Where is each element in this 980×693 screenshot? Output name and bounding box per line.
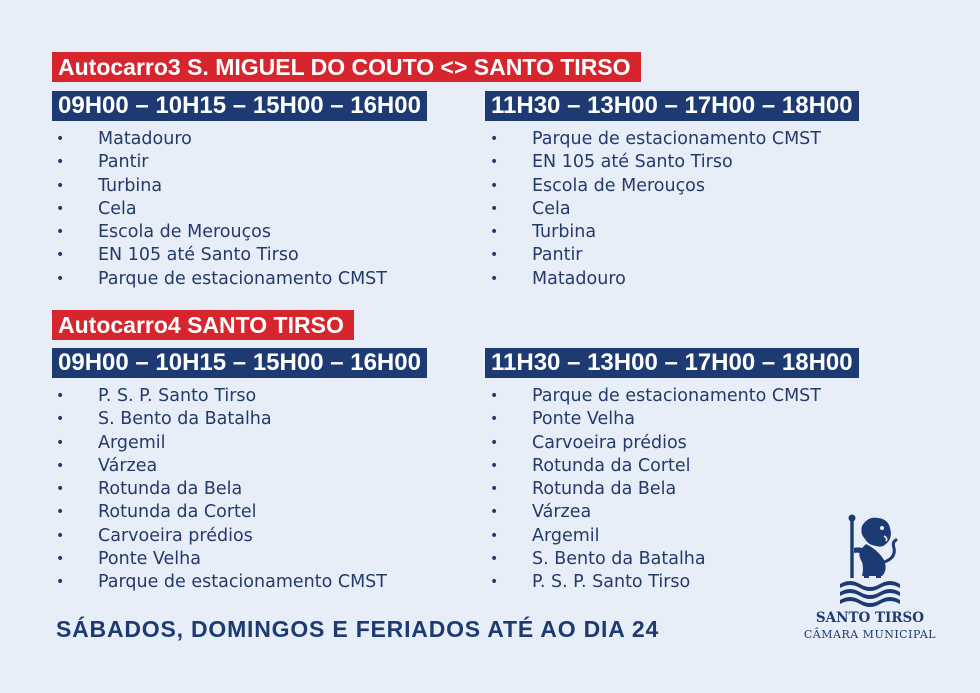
stop-item: • Escola de Merouços: [56, 221, 387, 244]
stop-item: • Rotunda da Cortel: [490, 455, 821, 478]
route4-morning-times: 09H00 – 10H15 – 15H00 – 16H00: [52, 348, 427, 378]
route4-morning-stops: [56, 385, 387, 595]
stop-item: • Carvoeira prédios: [490, 432, 821, 455]
stop-item: • Cela: [490, 198, 821, 221]
stop-item: • Ponte Velha: [56, 548, 387, 571]
route4-title: Autocarro4 SANTO TIRSO: [52, 310, 354, 340]
stop-item: • Pantir: [56, 151, 387, 174]
stop-item: • EN 105 até Santo Tirso: [56, 244, 387, 267]
stop-item: • Argemil: [490, 525, 821, 548]
stop-item: • Pantir: [490, 244, 821, 267]
stop-item: • EN 105 até Santo Tirso: [490, 151, 821, 174]
stop-item: • Rotunda da Cortel: [56, 501, 387, 524]
stop-item: • Rotunda da Bela: [56, 478, 387, 501]
footer-note: SÁBADOS, DOMINGOS E FERIADOS ATÉ AO DIA 24: [56, 616, 660, 642]
stop-item: • P. S. P. Santo Tirso: [490, 571, 821, 594]
stop-item: • Parque de estacionamento CMST: [490, 128, 821, 151]
stop-item: • Rotunda da Bela: [490, 478, 821, 501]
stop-item: • Argemil: [56, 432, 387, 455]
stop-item: • Várzea: [490, 501, 821, 524]
stop-item: • Matadouro: [490, 268, 821, 291]
stop-item: • P. S. P. Santo Tirso: [56, 385, 387, 408]
logo-name: SANTO TIRSO: [815, 610, 925, 626]
logo-subtitle: CÂMARA MUNICIPAL: [803, 628, 937, 641]
santo-tirso-logo: [800, 512, 940, 647]
stop-item: • Turbina: [56, 175, 387, 198]
stop-item: • Parque de estacionamento CMST: [56, 268, 387, 291]
stop-item: • S. Bento da Batalha: [56, 408, 387, 431]
route4-afternoon-stops: [490, 385, 821, 595]
route3-morning-stops: [56, 128, 387, 291]
route3-afternoon-stops: [490, 128, 821, 291]
route3-afternoon-times: 11H30 – 13H00 – 17H00 – 18H00: [485, 91, 859, 121]
route3-title: Autocarro3 S. MIGUEL DO COUTO <> SANTO TIRSO: [52, 52, 641, 82]
stop-item: • Cela: [56, 198, 387, 221]
stop-item: • Várzea: [56, 455, 387, 478]
lion-crest-icon: [838, 512, 902, 608]
stop-item: • Ponte Velha: [490, 408, 821, 431]
stop-item: • Escola de Merouços: [490, 175, 821, 198]
stop-item: • S. Bento da Batalha: [490, 548, 821, 571]
route3-morning-times: 09H00 – 10H15 – 15H00 – 16H00: [52, 91, 427, 121]
stop-item: • Carvoeira prédios: [56, 525, 387, 548]
stop-item: • Parque de estacionamento CMST: [490, 385, 821, 408]
route4-afternoon-times: 11H30 – 13H00 – 17H00 – 18H00: [485, 348, 859, 378]
stop-item: • Turbina: [490, 221, 821, 244]
stop-item: • Matadouro: [56, 128, 387, 151]
stop-item: • Parque de estacionamento CMST: [56, 571, 387, 594]
